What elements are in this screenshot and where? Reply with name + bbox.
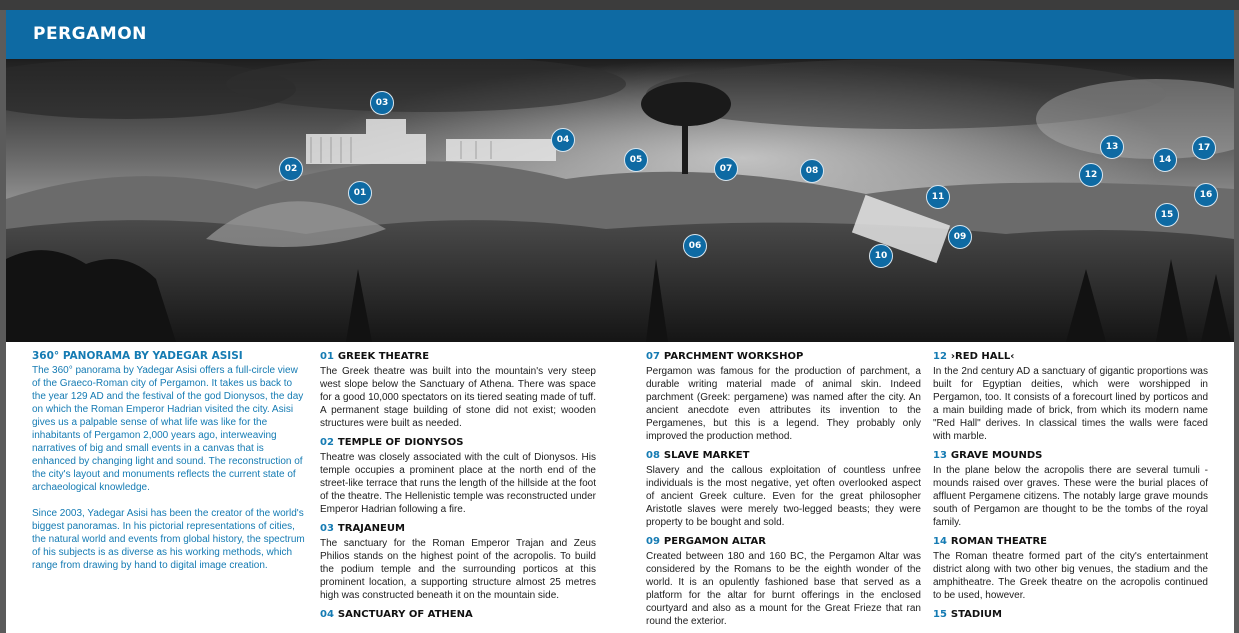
entry-text: In the plane below the acropolis there are several tumuli - mounds raised over graves. These were the burial places of affluent Pergamene citizens. The notably large grave mounds south of Pergamon are thought to be the tombs of the royal family. (933, 465, 1208, 528)
entry-slave-market (646, 448, 921, 529)
entry-number: 01 (320, 351, 334, 362)
entry-greek-theatre (320, 349, 596, 430)
entry-title: PARCHMENT WORKSHOP (663, 351, 804, 362)
entry-heading (646, 349, 921, 365)
panorama-marker[interactable]: 06 (683, 234, 707, 258)
entry-stadium (933, 607, 1208, 623)
panorama-marker[interactable]: 12 (1079, 163, 1103, 187)
entry-text: Slavery and the callous exploitation of countless unfree individuals is the most negative, yet often overlooked aspect of ancient Greek culture. Even for the great philosopher Aristotle slaves were merely two-legged beasts; they were property to be bought and sold. (646, 465, 921, 528)
intro-column (32, 349, 307, 585)
entry-title: PERGAMON ALTAR (663, 536, 766, 547)
panorama-marker[interactable]: 13 (1100, 135, 1124, 159)
entry-title: GREEK THEATRE (337, 351, 430, 362)
entry-title: ROMAN THEATRE (950, 536, 1048, 547)
entry-heading (646, 534, 921, 550)
entry-text: The sanctuary for the Roman Emperor Trajan and Zeus Philios stands on the highest point of the acropolis. To build the podium temple and the surrounding porticos at this prominent location, a supporting structure almost 25 metres high was constructed beneath it on the mountain side. (320, 538, 596, 601)
panorama-marker[interactable]: 15 (1155, 203, 1179, 227)
entry-number: 08 (646, 450, 660, 461)
entry-number: 15 (933, 609, 947, 620)
panorama-marker[interactable]: 03 (370, 91, 394, 115)
panorama-artwork (6, 59, 1234, 342)
panorama-image (6, 59, 1234, 342)
entry-heading (320, 521, 596, 537)
entry-number: 09 (646, 536, 660, 547)
entries-column-3 (933, 349, 1208, 628)
entry-text: Pergamon was famous for the production of parchment, a durable writing material made of animal skin. Indeed parchment (Greek: pergamene) was named after the city. An ancient anecdote even attributes its invention to the Pergamenes, but this is a legend. They probably only improved the production method. (646, 366, 921, 442)
entry-number: 12 (933, 351, 947, 362)
panorama-marker[interactable]: 09 (948, 225, 972, 249)
entry-heading (320, 349, 596, 365)
panorama-marker[interactable]: 14 (1153, 148, 1177, 172)
entry-title: STADIUM (950, 609, 1003, 620)
entries-column-1 (320, 349, 596, 628)
entry-heading (933, 448, 1208, 464)
panorama-marker[interactable]: 10 (869, 244, 893, 268)
entry-heading (646, 448, 921, 464)
entry-heading (933, 534, 1208, 550)
entry-sanctuary-of-athena (320, 607, 596, 623)
entry-number: 13 (933, 450, 947, 461)
entry-heading (933, 349, 1208, 365)
entry-heading (933, 607, 1208, 623)
panorama-marker[interactable]: 17 (1192, 136, 1216, 160)
intro-paragraph: Since 2003, Yadegar Asisi has been the creator of the world's biggest panoramas. In his pictorial representations of cities, the natural world and events from global history, the spectrum of his subjects is as diverse as his working methods, which range from drawing by hand to digital image creation. (32, 508, 305, 571)
panorama-marker[interactable]: 02 (279, 157, 303, 181)
intro-heading: 360° PANORAMA BY YADEGAR ASISI (32, 350, 243, 362)
entry-text: Theatre was closely associated with the cult of Dionysos. His temple occupies a prominent place at the north end of the street-like terrace that runs the length of the hillside at the foot of the theatre. The Hellenistic temple was reconstructed under Emperor Hadrian following a fire. (320, 452, 596, 515)
panorama-marker[interactable]: 08 (800, 159, 824, 183)
page-title: PERGAMON (33, 24, 147, 44)
entry-title: SANCTUARY OF ATHENA (337, 609, 473, 620)
entry-roman-theatre (933, 534, 1208, 602)
entry-number: 07 (646, 351, 660, 362)
entry-heading (320, 435, 596, 451)
panorama-marker[interactable]: 05 (624, 148, 648, 172)
entry-pergamon-altar (646, 534, 921, 628)
entry-text: The Greek theatre was built into the mountain's very steep west slope below the Sanctuary of Athena. There was space for a good 10,000 spectators on its tiered seating made of tuff. A permanent stage building of stone did not exist; wooden structures were built as needed. (320, 366, 596, 429)
panorama-marker[interactable]: 11 (926, 185, 950, 209)
intro-paragraph: The 360° panorama by Yadegar Asisi offers a full-circle view of the Graeco-Roman city of Pergamon. It takes us back to the year 129 AD and the festival of the god Dionysos, the day on which the Roman Emperor Hadrian visited the city. Asisi gives us a palpable sense of what life was like for the inhabitants of Pergamon 2,000 years ago, interweaving narratives of big and small events in a canvas that is enhanced by changing light and sound. The reconstruction of the city's layout and monuments reflects the current state of archaeological knowledge. (32, 365, 304, 493)
panorama-marker[interactable]: 07 (714, 157, 738, 181)
entry-text: The Roman theatre formed part of the city's entertainment district along with two other big venues, the stadium and the amphitheatre. The Greek theatre on the acropolis continued to be used, however. (933, 551, 1208, 601)
panorama-marker[interactable]: 16 (1194, 183, 1218, 207)
entry-title: SLAVE MARKET (663, 450, 750, 461)
entry-number: 04 (320, 609, 334, 620)
entry-number: 14 (933, 536, 947, 547)
entry-grave-mounds (933, 448, 1208, 529)
entry-text: In the 2nd century AD a sanctuary of gigantic proportions was built for Egyptian deities, which were worshipped in Pergamon, too. It consists of a forecourt lined by porticos and a main building made of brick, from which its modern name "Red Hall" derives. In classical times the walls were faced with marble. (933, 366, 1208, 442)
entries-column-2 (646, 349, 921, 633)
page-header (6, 10, 1234, 59)
entry-title: TRAJANEUM (337, 523, 405, 534)
entry-text: Created between 180 and 160 BC, the Pergamon Altar was considered by the Romans to be the eighth wonder of the world. It is an opulently fashioned base that served as a platform for the altar for burnt offerings in the enclosed courtyard and also as a mount for the Great Frieze that ran round the exterior. (646, 551, 921, 627)
panorama-marker[interactable]: 04 (551, 128, 575, 152)
entry-title: TEMPLE OF DIONYSOS (337, 437, 464, 448)
entry-red-hall (933, 349, 1208, 443)
panorama-marker[interactable]: 01 (348, 181, 372, 205)
entry-trajaneum (320, 521, 596, 602)
entry-heading (320, 607, 596, 623)
entry-number: 03 (320, 523, 334, 534)
entry-parchment-workshop (646, 349, 921, 443)
entry-temple-of-dionysos (320, 435, 596, 516)
entry-title: ›RED HALL‹ (950, 351, 1015, 362)
top-border (0, 0, 1239, 10)
entry-title: GRAVE MOUNDS (950, 450, 1043, 461)
right-border (1234, 10, 1239, 633)
entry-number: 02 (320, 437, 334, 448)
